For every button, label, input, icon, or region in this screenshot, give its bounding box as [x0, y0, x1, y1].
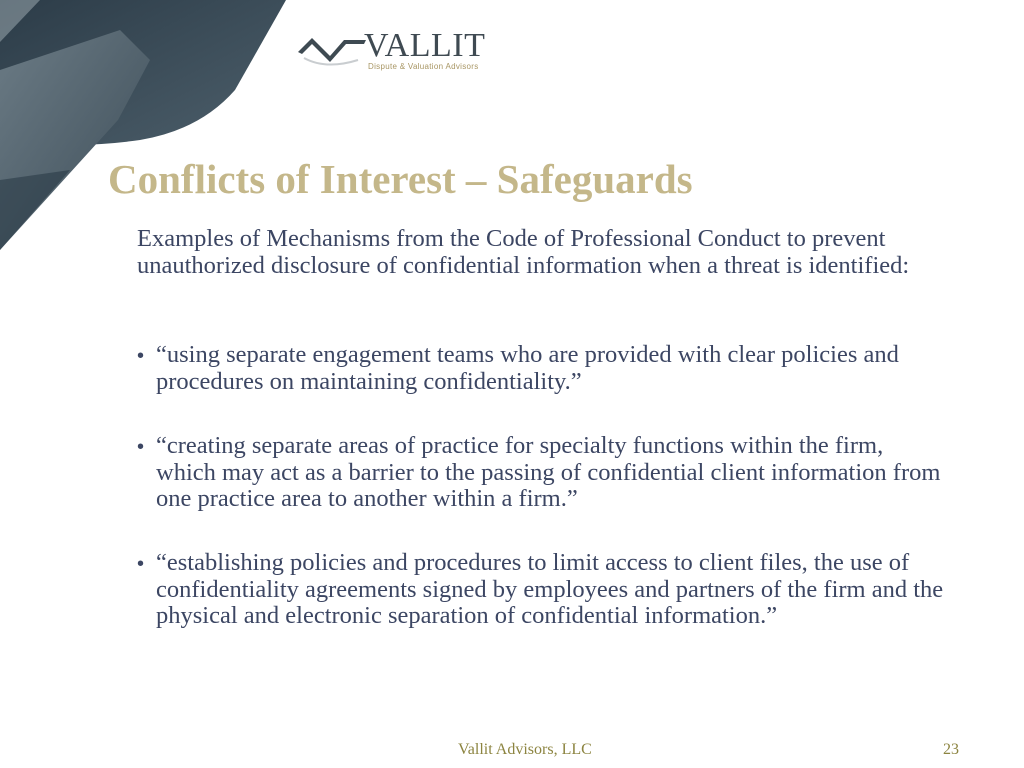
logo-tagline: Dispute & Valuation Advisors	[368, 62, 479, 71]
vallit-logo	[296, 28, 496, 74]
corner-decoration	[0, 0, 300, 260]
bullet-text: “establishing policies and procedures to limit access to client files, the use of confidentiality agreements signed by employees and partners of the firm and the physical and electronic separation of confidential information.”	[156, 549, 944, 629]
logo-name: VALLIT	[364, 27, 486, 64]
footer-company: Vallit Advisors, LLC	[458, 741, 592, 758]
bullet-text: “using separate engagement teams who are provided with clear policies and procedures on maintaining confidentiality.”	[156, 341, 899, 395]
bullet-text: “creating separate areas of practice for specialty functions within the firm, which may act as a barrier to the passing of confidential client information from one practice area to another within a firm.”	[156, 432, 941, 512]
bullet-icon: •	[137, 345, 145, 367]
intro-text: Examples of Mechanisms from the Code of Professional Conduct to prevent unauthorized disclosure of confidential information when a threat is identified:	[137, 225, 910, 279]
logo-wave-icon	[296, 30, 366, 70]
bullet-icon: •	[137, 436, 145, 458]
slide-title: Conflicts of Interest – Safeguards	[108, 156, 693, 202]
page-number: 23	[943, 741, 959, 758]
bullet-icon: •	[137, 553, 145, 575]
